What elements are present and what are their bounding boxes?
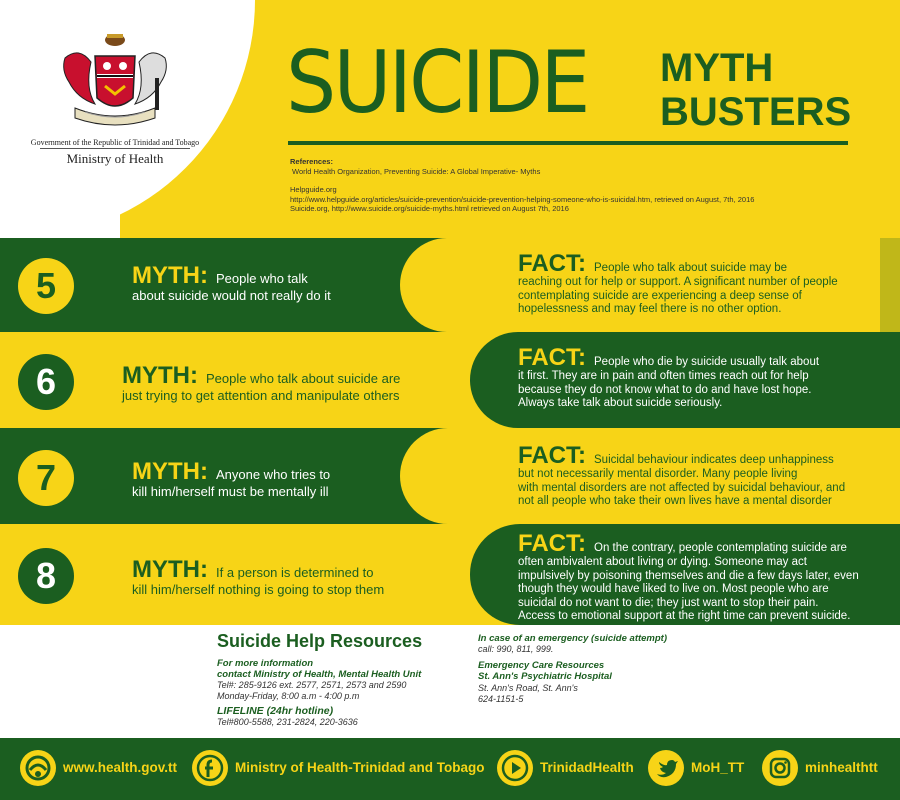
- reference-line: http://www.helpguide.org/articles/suicide-prevention/suicide-prevention-helping-someone-who-is-suicidal.htm, retrieved on August, 7th, 2016: [290, 194, 755, 204]
- emergency-title: In case of an emergency (suicide attempt): [478, 633, 668, 644]
- website-link[interactable]: www.health.gov.tt: [63, 760, 177, 775]
- fact-label: FACT:: [518, 530, 586, 557]
- fact-line: Access to emotional support at the right time can prevent suicide.: [518, 610, 851, 622]
- hospital-phone: 624-1151-5: [478, 694, 524, 704]
- fact-line: People who die by suicide usually talk about: [594, 356, 820, 368]
- references-heading: References:: [290, 157, 333, 166]
- fact-text: [518, 444, 845, 509]
- fact-line: hopelessness and may feel there is no other option.: [518, 303, 782, 315]
- divider: [40, 148, 190, 149]
- myth-label: MYTH:: [132, 556, 208, 583]
- fact-line: contemplating suicide are experiencing a deep sense of: [518, 289, 802, 302]
- myth-label: MYTH:: [132, 458, 208, 485]
- contact-tel: Tel#: 285-9126 ext. 2577, 2571, 2573 and 2590: [217, 680, 407, 690]
- myth-line: kill him/herself nothing is going to stop them: [132, 582, 385, 597]
- help-resources: [0, 625, 900, 738]
- instagram-icon[interactable]: [762, 750, 798, 786]
- fact-line: On the contrary, people contemplating suicide are: [594, 542, 847, 554]
- hospital-address: St. Ann's Road, St. Ann's: [478, 683, 578, 693]
- contact-line: contact Ministry of Health, Mental Health Unit: [217, 669, 422, 680]
- fact-line: Always take talk about suicide seriously.: [518, 397, 723, 409]
- fact-line: People who talk about suicide may be: [594, 262, 788, 274]
- government-line: Government of the Republic of Trinidad and Tobago: [30, 138, 200, 147]
- title-suicide: SUICIDE: [286, 33, 588, 133]
- health-logo-icon: [20, 750, 56, 786]
- reference-line: Suicide.org, http://www.suicide.org/suicide-myths.html retrieved on August 7th, 2016: [290, 204, 569, 213]
- myth-text: [132, 558, 384, 598]
- title-underline: [288, 141, 848, 145]
- myth-number-badge: 8: [18, 548, 74, 604]
- myth-line: Anyone who tries to: [215, 467, 331, 482]
- ministry-name: Ministry of Health: [66, 151, 164, 166]
- myth-text: [122, 364, 400, 404]
- myth-text: [132, 264, 331, 304]
- resources-title: Suicide Help Resources: [217, 631, 423, 651]
- myth-line: People who talk about suicide are: [205, 371, 401, 386]
- fact-line: though they would have liked to live on. Most people who are: [518, 583, 829, 595]
- myth-label: MYTH:: [122, 362, 198, 389]
- myth-line: just trying to get attention and manipulate others: [122, 388, 400, 403]
- hospital-name: St. Ann's Psychiatric Hospital: [478, 671, 612, 682]
- myth-text: [132, 460, 330, 500]
- header-banner: [0, 0, 900, 238]
- ecr-title: Emergency Care Resources: [478, 660, 605, 671]
- fact-line: suicidal do not want to die; they just want to stop their pain.: [518, 596, 819, 609]
- myth-line: about suicide would not really do it: [132, 288, 331, 303]
- fact-text: [518, 346, 819, 411]
- twitter-link[interactable]: MoH_TT: [691, 760, 745, 775]
- twitter-icon[interactable]: [648, 750, 684, 786]
- references: [290, 157, 850, 214]
- myth-row-5: [0, 238, 900, 332]
- lifeline-title: LIFELINE (24hr hotline): [217, 705, 334, 717]
- coat-of-arms-icon: [55, 28, 175, 134]
- reference-line: Helpguide.org: [290, 185, 337, 194]
- footer-bar: [0, 738, 900, 800]
- fact-line: often ambivalent about living or dying. Someone may act: [518, 556, 807, 568]
- fact-label: FACT:: [518, 250, 586, 277]
- myth-line: People who talk: [215, 271, 308, 286]
- myth-line: kill him/herself must be mentally ill: [132, 484, 329, 499]
- youtube-link[interactable]: TrinidadHealth: [540, 760, 634, 775]
- myth-number-badge: 6: [18, 354, 74, 410]
- fact-line: impulsively by poisoning themselves and die a few days later, even: [518, 569, 859, 582]
- fact-line: with mental disorders are not affected by suicidal behaviour, and: [518, 481, 846, 494]
- emergency-call: call: 990, 811, 999.: [478, 644, 554, 654]
- fact-line: but not necessarily mental disorder. Many people living: [518, 468, 798, 480]
- fact-line: not all people who take their own lives have a mental disorder: [518, 495, 832, 507]
- fact-line: because they do not know what to do and have lost hope.: [518, 383, 812, 396]
- fact-label: FACT:: [518, 442, 586, 469]
- instagram-link[interactable]: minhealthtt: [805, 760, 878, 775]
- fact-label: FACT:: [518, 344, 586, 371]
- myth-row-7: [0, 428, 900, 524]
- myth-row-8: [0, 524, 900, 625]
- title-busters: BUSTERS: [660, 90, 852, 134]
- lifeline-tel: Tel#800-5588, 231-2824, 220-3636: [217, 717, 358, 727]
- fact-line: it first. They are in pain and often times reach out for help: [518, 370, 809, 382]
- fact-line: Suicidal behaviour indicates deep unhappiness: [594, 454, 834, 466]
- fact-line: reaching out for help or support. A significant number of people: [518, 276, 838, 288]
- myth-number-badge: 7: [18, 450, 74, 506]
- fact-text: [518, 532, 859, 624]
- facebook-link[interactable]: Ministry of Health-Trinidad and Tobago: [235, 760, 485, 775]
- myth-label: MYTH:: [132, 262, 208, 289]
- contact-hours: Monday-Friday, 8:00 a.m - 4:00 p.m: [217, 691, 360, 701]
- myth-row-6: [0, 332, 900, 428]
- myth-line: If a person is determined to: [215, 565, 374, 580]
- facebook-icon[interactable]: [192, 750, 228, 786]
- myth-number-badge: 5: [18, 258, 74, 314]
- youtube-icon[interactable]: [497, 750, 533, 786]
- fact-text: [518, 252, 838, 317]
- title-myth: MYTH: [660, 46, 774, 90]
- reference-line: World Health Organization, Preventing Suicide: A Global Imperative- Myths: [292, 166, 541, 176]
- more-info: For more information: [217, 658, 314, 669]
